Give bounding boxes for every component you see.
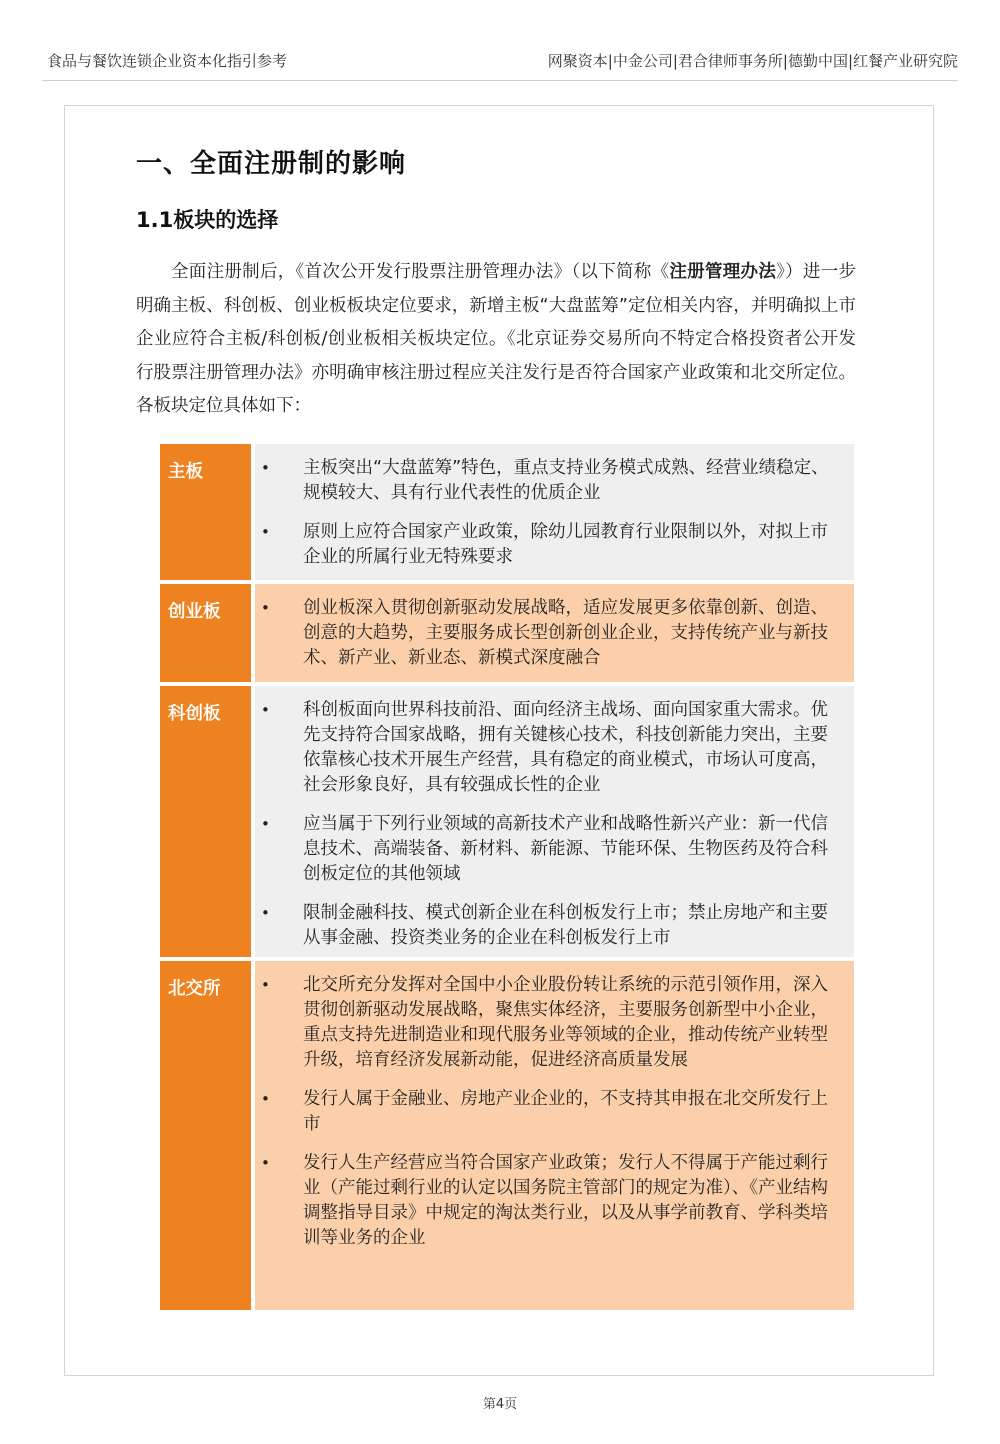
bullet-text: 科创板面向世界科技前沿、面向经济主战场、面向国家重大需求。优先支持符合国家战略，拥有关键核心技术，科技创新能力突出，主要依靠核心技术开展生产经营，具有稳定的商业模式，市场认可度高，社会形象良好，具有较强成长性的企业 bbox=[303, 700, 828, 795]
bullet-text: 应当属于下列行业领域的高新技术产业和战略性新兴产业：新一代信息技术、高端装备、新材料、新能源、节能环保、生物医药及符合科创板定位的其他领域 bbox=[303, 814, 828, 884]
board-label: 主板 bbox=[160, 444, 251, 580]
list-item bbox=[255, 698, 838, 798]
bullet-dot: • bbox=[261, 459, 270, 477]
header-right-institutions: 网聚资本|中金公司|君合律师事务所|德勤中国|红餐产业研究院 bbox=[547, 52, 958, 70]
list-item bbox=[255, 1151, 838, 1251]
header-divider bbox=[42, 80, 958, 81]
board-row-chinext bbox=[160, 584, 854, 682]
board-label: 创业板 bbox=[160, 584, 251, 682]
bullet-text: 发行人属于金融业、房地产业企业的，不支持其申报在北交所发行上市 bbox=[303, 1089, 828, 1134]
bullet-text: 原则上应符合国家产业政策，除幼儿园教育行业限制以外，对拟上市企业的所属行业无特殊要求 bbox=[303, 522, 828, 567]
board-content bbox=[255, 961, 854, 1310]
bullet-dot: • bbox=[261, 1154, 270, 1172]
bullet-dot: • bbox=[261, 1090, 270, 1108]
board-row-bse bbox=[160, 961, 854, 1310]
bullet-text: 北交所充分发挥对全国中小企业股份转让系统的示范引领作用，深入贯彻创新驱动发展战略，聚焦实体经济，主要服务创新型中小企业，重点支持先进制造业和现代服务业等领域的企业，推动传统产业转型升级，培育经济发展新动能，促进经济高质量发展 bbox=[303, 975, 828, 1070]
list-item bbox=[255, 520, 838, 570]
header-left-title: 食品与餐饮连锁企业资本化指引参考 bbox=[47, 52, 288, 70]
board-content bbox=[255, 686, 854, 957]
section-heading: 一、全面注册制的影响 bbox=[136, 149, 407, 179]
board-positioning-table bbox=[160, 444, 854, 1314]
intro-bold-term: 注册管理办法 bbox=[669, 262, 777, 282]
list-item bbox=[255, 1087, 838, 1137]
bullet-dot: • bbox=[261, 701, 270, 719]
list-item bbox=[255, 596, 838, 671]
board-label: 科创板 bbox=[160, 686, 251, 957]
list-item bbox=[255, 901, 838, 951]
bullet-text: 创业板深入贯彻创新驱动发展战略，适应发展更多依靠创新、创造、创意的大趋势，主要服务成长型创新创业企业，支持传统产业与新技术、新产业、新业态、新模式深度融合 bbox=[303, 598, 828, 668]
board-content bbox=[255, 444, 854, 580]
bullet-dot: • bbox=[261, 976, 270, 994]
bullet-dot: • bbox=[261, 523, 270, 541]
list-item bbox=[255, 973, 838, 1073]
intro-text-2: 》）进一步明确主板、科创板、创业板板块定位要求，新增主板“大盘蓝筹”定位相关内容，并明确拟上市企业应符合主板/科创板/创业板相关板块定位。《北京证券交易所向不特定合格投资者公开发行股票注册管理办法》亦明确审核注册过程应关注发行是否符合国家产业政策和北交所定位。各板块定位具体如下： bbox=[136, 262, 857, 416]
bullet-text: 限制金融科技、模式创新企业在科创板发行上市；禁止房地产和主要从事金融、投资类业务的企业在科创板发行上市 bbox=[303, 903, 828, 948]
bullet-dot: • bbox=[261, 599, 270, 617]
bullet-dot: • bbox=[261, 904, 270, 922]
intro-paragraph bbox=[136, 256, 856, 424]
board-row-star bbox=[160, 686, 854, 957]
list-item bbox=[255, 812, 838, 887]
bullet-text: 主板突出“大盘蓝筹”特色，重点支持业务模式成熟、经营业绩稳定、规模较大、具有行业代表性的优质企业 bbox=[303, 458, 829, 503]
list-item bbox=[255, 456, 838, 506]
board-row-main bbox=[160, 444, 854, 580]
page-number: 第4页 bbox=[482, 1397, 518, 1412]
bullet-dot: • bbox=[261, 815, 270, 833]
subsection-heading: 1.1板块的选择 bbox=[136, 208, 279, 232]
bullet-text: 发行人生产经营应当符合国家产业政策；发行人不得属于产能过剩行业（产能过剩行业的认定以国务院主管部门的规定为准）、《产业结构调整指导目录》中规定的淘汰类行业，以及从事学前教育、学科类培训等业务的企业 bbox=[303, 1153, 828, 1248]
intro-text-1: 全面注册制后，《首次公开发行股票注册管理办法》（以下简称《 bbox=[171, 262, 670, 282]
board-label: 北交所 bbox=[160, 961, 251, 1310]
board-content bbox=[255, 584, 854, 682]
